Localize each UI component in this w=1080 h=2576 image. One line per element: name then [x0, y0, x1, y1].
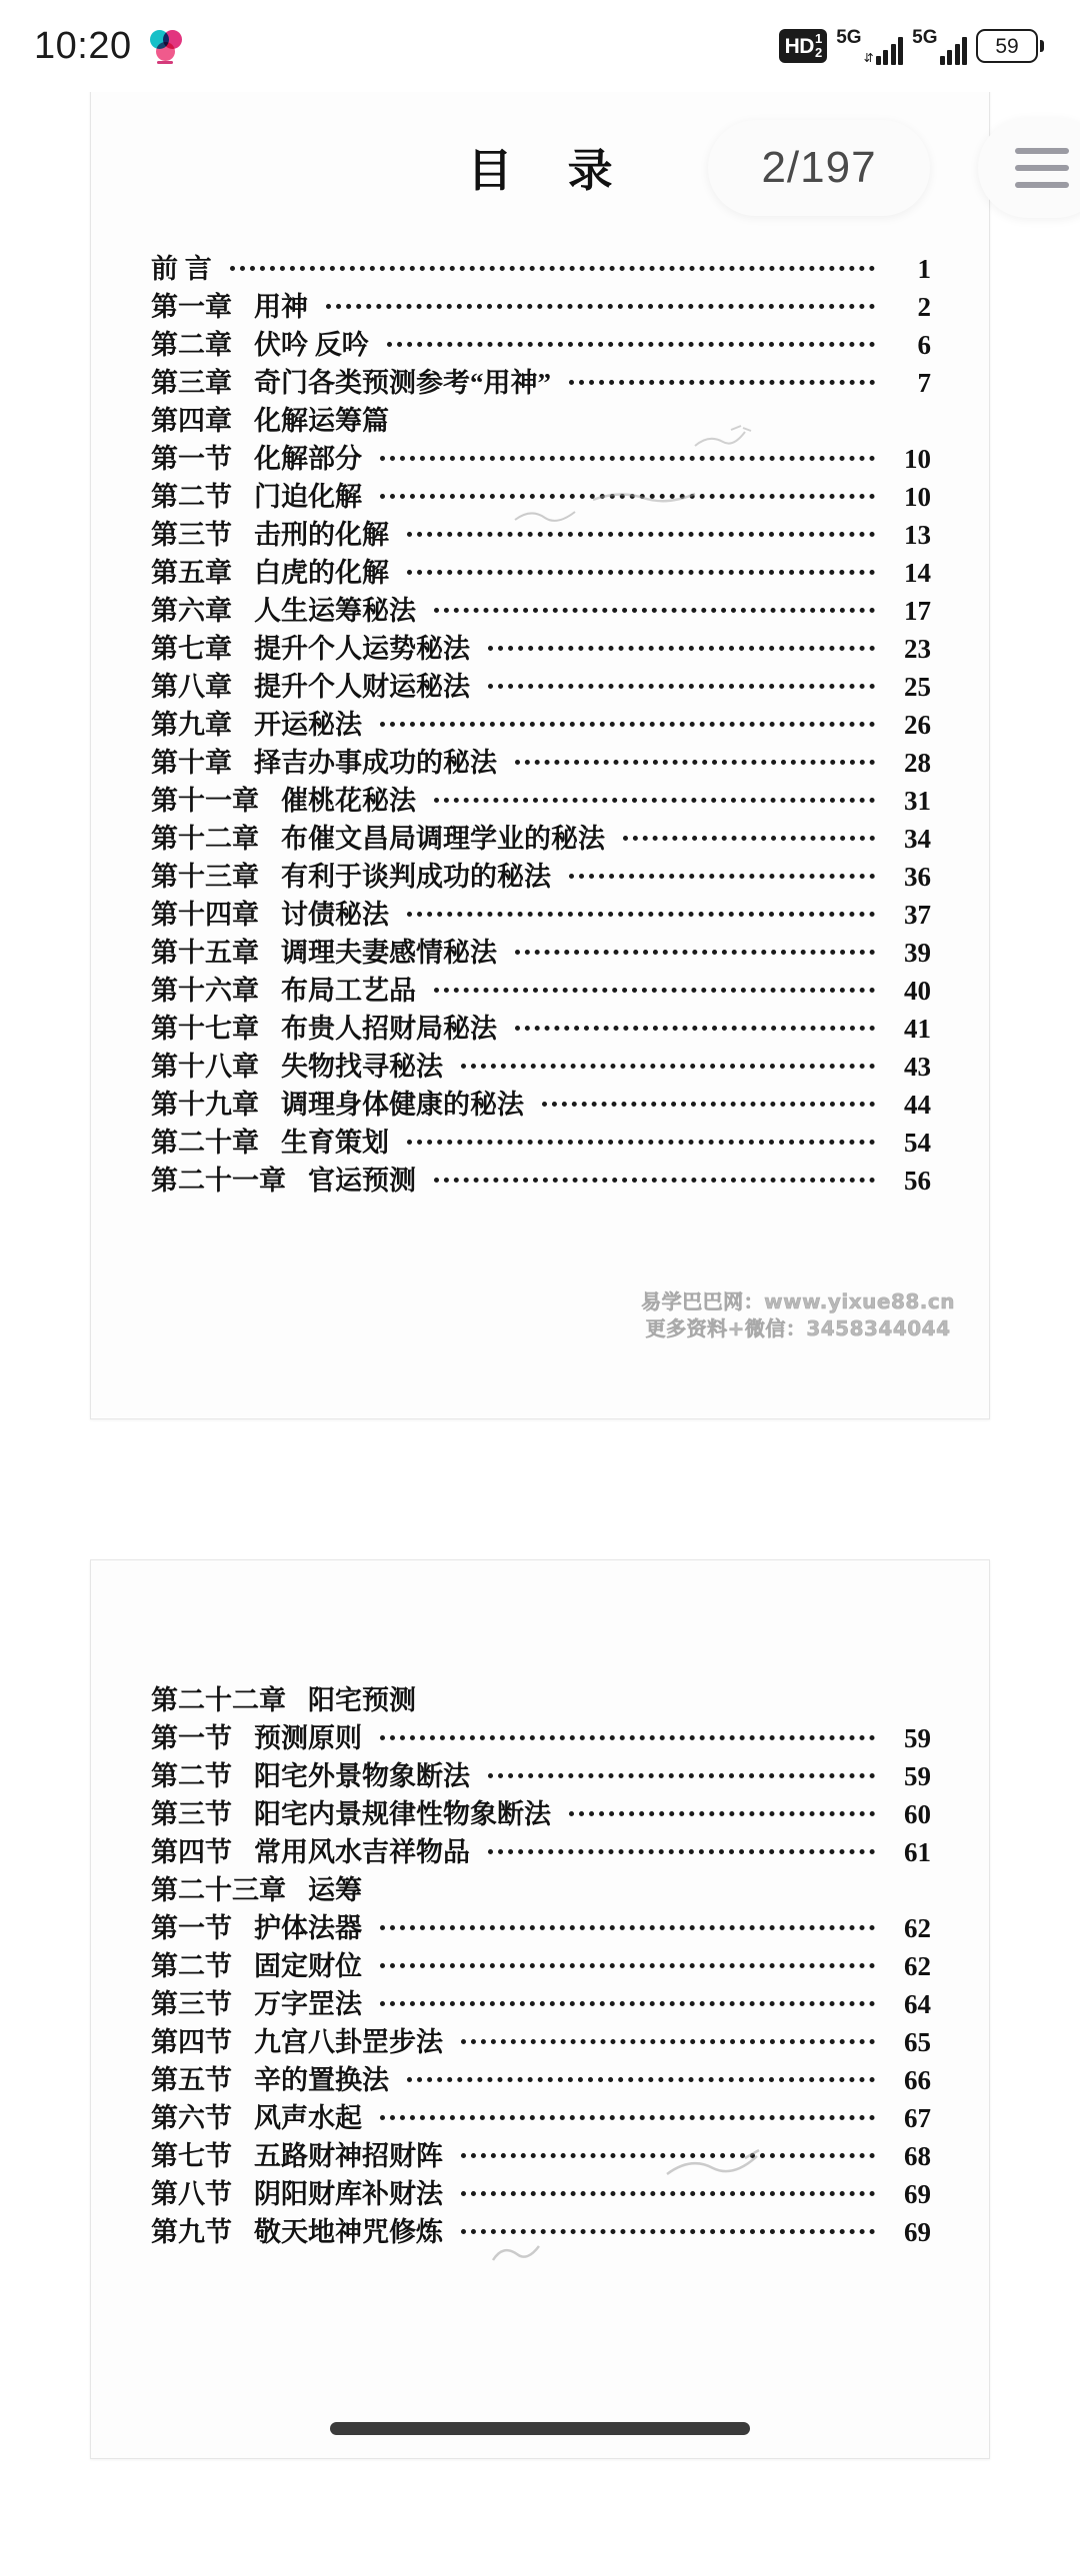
toc-leader-dots	[461, 2229, 875, 2234]
toc-row[interactable]	[151, 1678, 931, 1716]
toc-leader-dots	[380, 1963, 875, 1968]
toc-leader-dots	[488, 684, 875, 689]
toc-entry-label: 第五节	[151, 2058, 232, 2097]
toc-entry-label: 第二十三章	[151, 1868, 286, 1907]
toc-entry-page-number: 41	[887, 1014, 931, 1045]
toc-entry-page-number: 7	[887, 368, 931, 399]
toc-row[interactable]	[151, 1830, 931, 1868]
toc-entry-title: 敬天地神咒修炼	[254, 2210, 443, 2249]
toc-entry-page-number: 1	[887, 254, 931, 285]
toc-entry-label: 第二章	[151, 323, 232, 362]
hd-sim-bottom: 2	[815, 46, 822, 60]
toc-leader-dots	[434, 798, 875, 803]
toc-leader-dots	[623, 836, 875, 841]
toc-entry-page-number: 31	[887, 786, 931, 817]
toc-entry-title: 用神	[254, 285, 308, 324]
toc-entry-page-number: 54	[887, 1128, 931, 1159]
toc-entry-label: 第八节	[151, 2172, 232, 2211]
toc-entry-page-number: 2	[887, 292, 931, 323]
toc-entry-page-number: 25	[887, 672, 931, 703]
toc-entry-label: 第一章	[151, 285, 232, 324]
home-gesture-bar[interactable]	[330, 2422, 750, 2435]
toc-row[interactable]	[151, 627, 931, 665]
toc-entry-label: 第十章	[151, 741, 232, 780]
toc-row[interactable]	[151, 1792, 931, 1830]
toc-entry-title: 布贵人招财局秘法	[281, 1007, 497, 1046]
toc-entry-page-number: 17	[887, 596, 931, 627]
toc-entry-title: 门迫化解	[254, 475, 362, 514]
toc-entry-title: 风声水起	[254, 2096, 362, 2135]
toc-row[interactable]	[151, 931, 931, 969]
toc-entry-page-number: 13	[887, 520, 931, 551]
toc-entry-page-number: 65	[887, 2027, 931, 2058]
toc-entry-label: 第三节	[151, 513, 232, 552]
status-bar	[0, 0, 1080, 92]
hd-sim-top: 1	[815, 32, 822, 46]
toc-row[interactable]	[151, 2020, 931, 2058]
toc-leader-dots	[407, 1140, 875, 1145]
toc-entry-title: 讨债秘法	[281, 893, 389, 932]
toc-row[interactable]	[151, 741, 931, 779]
toc-entry-label: 第九节	[151, 2210, 232, 2249]
toc-entry-page-number: 6	[887, 330, 931, 361]
toc-entry-title: 白虎的化解	[254, 551, 389, 590]
toc-leader-dots	[380, 456, 875, 461]
toc-entry-page-number: 36	[887, 862, 931, 893]
toc-row[interactable]	[151, 855, 931, 893]
toc-row[interactable]	[151, 1944, 931, 1982]
toc-entry-page-number: 43	[887, 1052, 931, 1083]
toc-entry-page-number: 64	[887, 1989, 931, 2020]
hamburger-menu-icon	[1015, 148, 1069, 154]
toc-entry-label: 第三章	[151, 361, 232, 400]
mi-cloud-icon	[150, 29, 184, 63]
toc-entry-label: 第十一章	[151, 779, 259, 818]
page-title: 目 录	[91, 134, 989, 199]
toc-entry-title: 奇门各类预测参考“用神”	[254, 361, 551, 400]
battery-icon	[976, 29, 1044, 63]
toc-entry-label: 第四节	[151, 1830, 232, 1869]
battery-level-label: 59	[995, 36, 1018, 57]
toc-entry-title: 有利于谈判成功的秘法	[281, 855, 551, 894]
toc-entry-label: 第七节	[151, 2134, 232, 2173]
signal-sim2	[912, 27, 967, 65]
toc-row[interactable]	[151, 475, 931, 513]
toc-entry-page-number: 61	[887, 1837, 931, 1868]
toc-leader-dots	[434, 608, 875, 613]
toc-entry-page-number: 66	[887, 2065, 931, 2096]
toc-entry-page-number: 69	[887, 2179, 931, 2210]
toc-leader-dots	[434, 1178, 875, 1183]
toc-leader-dots	[461, 2039, 875, 2044]
toc-entry-label: 第二十章	[151, 1121, 259, 1160]
toc-leader-dots	[569, 874, 875, 879]
toc-entry-label: 第十六章	[151, 969, 259, 1008]
toc-entry-title: 官运预测	[308, 1159, 416, 1198]
toc-entry-page-number: 62	[887, 1951, 931, 1982]
toc-entry-page-number: 59	[887, 1723, 931, 1754]
toc-entry-title: 人生运筹秘法	[254, 589, 416, 628]
toc-row[interactable]	[151, 323, 931, 361]
toc-leader-dots	[515, 760, 875, 765]
toc-row[interactable]	[151, 1754, 931, 1792]
toc-row[interactable]	[151, 551, 931, 589]
toc-entry-title: 常用风水吉祥物品	[254, 1830, 470, 1869]
toc-entry-page-number: 14	[887, 558, 931, 589]
toc-entry-label: 第一节	[151, 1716, 232, 1755]
status-bar-left	[34, 25, 184, 68]
toc-entry-title: 布局工艺品	[281, 969, 416, 1008]
toc-row[interactable]	[151, 437, 931, 475]
page-indicator-pill[interactable]	[708, 120, 930, 216]
toc-leader-dots	[230, 266, 875, 271]
toc-entry-label: 第十八章	[151, 1045, 259, 1084]
toc-entry-page-number: 44	[887, 1090, 931, 1121]
toc-leader-dots	[569, 380, 875, 385]
toc-entry-label: 第六节	[151, 2096, 232, 2135]
toc-leader-dots	[461, 1064, 875, 1069]
toc-leader-dots	[380, 2115, 875, 2120]
toc-entry-title: 辛的置换法	[254, 2058, 389, 2097]
hd-label: HD	[785, 36, 814, 57]
toc-leader-dots	[380, 494, 875, 499]
toc-leader-dots	[488, 1849, 875, 1854]
toc-entry-page-number: 60	[887, 1799, 931, 1830]
toc-entry-page-number: 10	[887, 482, 931, 513]
toc-entry-title: 调理夫妻感情秘法	[281, 931, 497, 970]
toc-entry-title: 阴阳财库补财法	[254, 2172, 443, 2211]
toc-row[interactable]	[151, 1982, 931, 2020]
toc-row[interactable]	[151, 361, 931, 399]
toc-entry-page-number: 67	[887, 2103, 931, 2134]
toc-row[interactable]	[151, 1045, 931, 1083]
toc-row[interactable]	[151, 703, 931, 741]
toc-entry-title: 失物找寻秘法	[281, 1045, 443, 1084]
network-type-label-2: 5G	[912, 28, 937, 47]
hamburger-menu-icon	[1015, 182, 1069, 188]
toc-entry-page-number: 56	[887, 1166, 931, 1197]
toc-entry-label: 第十五章	[151, 931, 259, 970]
toc-leader-dots	[380, 1925, 875, 1930]
toc-entry-label: 第四节	[151, 2020, 232, 2059]
toc-row[interactable]	[151, 247, 931, 285]
toc-entry-title: 固定财位	[254, 1944, 362, 1983]
toc-entry-label: 第四章	[151, 399, 232, 438]
toc-row[interactable]	[151, 1007, 931, 1045]
toc-row[interactable]	[151, 1121, 931, 1159]
toc-leader-dots	[542, 1102, 875, 1107]
status-bar-right	[779, 27, 1044, 65]
toc-leader-dots	[434, 988, 875, 993]
toc-entry-title: 阳宅内景规律性物象断法	[254, 1792, 551, 1831]
toc-entry-page-number: 10	[887, 444, 931, 475]
hd-voice-icon	[779, 29, 828, 63]
toc-entry-page-number: 39	[887, 938, 931, 969]
toc-entry-label: 第二节	[151, 1944, 232, 1983]
toc-entry-label: 第二节	[151, 1754, 232, 1793]
toc-leader-dots	[488, 646, 875, 651]
toc-row[interactable]	[151, 779, 931, 817]
hamburger-menu-icon	[1015, 165, 1069, 171]
document-page-2[interactable]	[90, 1559, 990, 2459]
toc-leader-dots	[407, 912, 875, 917]
toc-leader-dots	[387, 342, 875, 347]
watermark	[641, 1288, 955, 1342]
toc-entry-label: 第二十二章	[151, 1678, 286, 1717]
toc-entry-title: 化解部分	[254, 437, 362, 476]
toc-entry-title: 提升个人财运秘法	[254, 665, 470, 704]
toc-leader-dots	[407, 2077, 875, 2082]
toc-row[interactable]	[151, 2134, 931, 2172]
toc-entry-page-number: 37	[887, 900, 931, 931]
toc-entry-page-number: 59	[887, 1761, 931, 1792]
toc-entry-label: 第十三章	[151, 855, 259, 894]
signal-bars-icon	[940, 37, 968, 65]
data-transfer-icon: ⇵	[864, 52, 873, 64]
toc-entry-title: 预测原则	[254, 1716, 362, 1755]
toc-entry-label: 第七章	[151, 627, 232, 666]
toc-row[interactable]	[151, 399, 931, 437]
toc-row[interactable]	[151, 893, 931, 931]
toc-entry-title: 阳宅预测	[308, 1678, 416, 1717]
toc-entry-title: 生育策划	[281, 1121, 389, 1160]
toc-row[interactable]	[151, 2172, 931, 2210]
toc-row[interactable]	[151, 1868, 931, 1906]
toc-entry-label: 第二十一章	[151, 1159, 286, 1198]
document-page-1[interactable]	[90, 88, 990, 1419]
signal-sim1	[836, 27, 903, 65]
toc-leader-dots	[515, 1026, 875, 1031]
toc-entry-label: 第一节	[151, 437, 232, 476]
table-of-contents-page-2	[91, 1678, 989, 2248]
toc-entry-title: 击刑的化解	[254, 513, 389, 552]
toc-entry-title: 催桃花秘法	[281, 779, 416, 818]
watermark-line-2: 更多资料+微信：3458344044	[641, 1315, 955, 1342]
toc-leader-dots	[380, 722, 875, 727]
toc-row[interactable]	[151, 589, 931, 627]
toc-entry-title: 化解运筹篇	[254, 399, 389, 438]
toc-entry-page-number: 34	[887, 824, 931, 855]
watermark-line-1: 易学巴巴网：www.yixue88.cn	[641, 1288, 955, 1315]
toc-row[interactable]	[151, 817, 931, 855]
toc-leader-dots	[461, 2191, 875, 2196]
toc-leader-dots	[407, 532, 875, 537]
toc-row[interactable]	[151, 969, 931, 1007]
toc-entry-title: 提升个人运势秘法	[254, 627, 470, 666]
toc-leader-dots	[380, 2001, 875, 2006]
toc-leader-dots	[380, 1735, 875, 1740]
toc-entry-label: 第三节	[151, 1792, 232, 1831]
toc-entry-label: 第十二章	[151, 817, 259, 856]
toc-entry-title: 护体法器	[254, 1906, 362, 1945]
page-indicator-label: 2/197	[761, 143, 876, 193]
toc-leader-dots	[515, 950, 875, 955]
toc-entry-title: 九宫八卦罡步法	[254, 2020, 443, 2059]
toc-entry-page-number: 40	[887, 976, 931, 1007]
toc-entry-label: 前 言	[151, 247, 212, 286]
toc-entry-label: 第八章	[151, 665, 232, 704]
toc-row[interactable]	[151, 1083, 931, 1121]
toc-leader-dots	[326, 304, 875, 309]
toc-entry-title: 五路财神招财阵	[254, 2134, 443, 2173]
toc-entry-label: 第二节	[151, 475, 232, 514]
table-of-contents-page-1	[91, 247, 989, 1197]
toc-entry-page-number: 26	[887, 710, 931, 741]
toc-leader-dots	[407, 570, 875, 575]
toc-entry-label: 第六章	[151, 589, 232, 628]
toc-entry-title: 调理身体健康的秘法	[281, 1083, 524, 1122]
toc-entry-page-number: 28	[887, 748, 931, 779]
toc-leader-dots	[488, 1773, 875, 1778]
toc-entry-page-number: 68	[887, 2141, 931, 2172]
toc-entry-title: 布催文昌局调理学业的秘法	[281, 817, 605, 856]
toc-row[interactable]	[151, 665, 931, 703]
network-type-label-1: 5G	[836, 28, 861, 47]
toc-entry-title: 运筹	[308, 1868, 362, 1907]
toc-row[interactable]	[151, 2096, 931, 2134]
menu-button[interactable]	[978, 118, 1080, 218]
toc-entry-label: 第十七章	[151, 1007, 259, 1046]
toc-entry-label: 第三节	[151, 1982, 232, 2021]
clock: 10:20	[34, 25, 132, 68]
toc-row[interactable]	[151, 285, 931, 323]
toc-entry-title: 择吉办事成功的秘法	[254, 741, 497, 780]
toc-leader-dots	[461, 2153, 875, 2158]
toc-entry-page-number: 23	[887, 634, 931, 665]
toc-entry-title: 开运秘法	[254, 703, 362, 742]
toc-entry-label: 第九章	[151, 703, 232, 742]
toc-row[interactable]	[151, 1716, 931, 1754]
toc-leader-dots	[569, 1811, 875, 1816]
toc-row[interactable]	[151, 1906, 931, 1944]
toc-entry-page-number: 62	[887, 1913, 931, 1944]
toc-row[interactable]	[151, 2058, 931, 2096]
toc-row[interactable]	[151, 513, 931, 551]
toc-entry-label: 第十九章	[151, 1083, 259, 1122]
toc-row[interactable]	[151, 1159, 931, 1197]
toc-row[interactable]	[151, 2210, 931, 2248]
toc-entry-title: 伏吟 反吟	[254, 323, 369, 362]
toc-entry-title: 阳宅外景物象断法	[254, 1754, 470, 1793]
toc-entry-title: 万字罡法	[254, 1982, 362, 2021]
signal-bars-icon	[876, 37, 904, 65]
toc-entry-label: 第一节	[151, 1906, 232, 1945]
toc-entry-label: 第十四章	[151, 893, 259, 932]
toc-entry-label: 第五章	[151, 551, 232, 590]
toc-entry-page-number: 69	[887, 2217, 931, 2248]
